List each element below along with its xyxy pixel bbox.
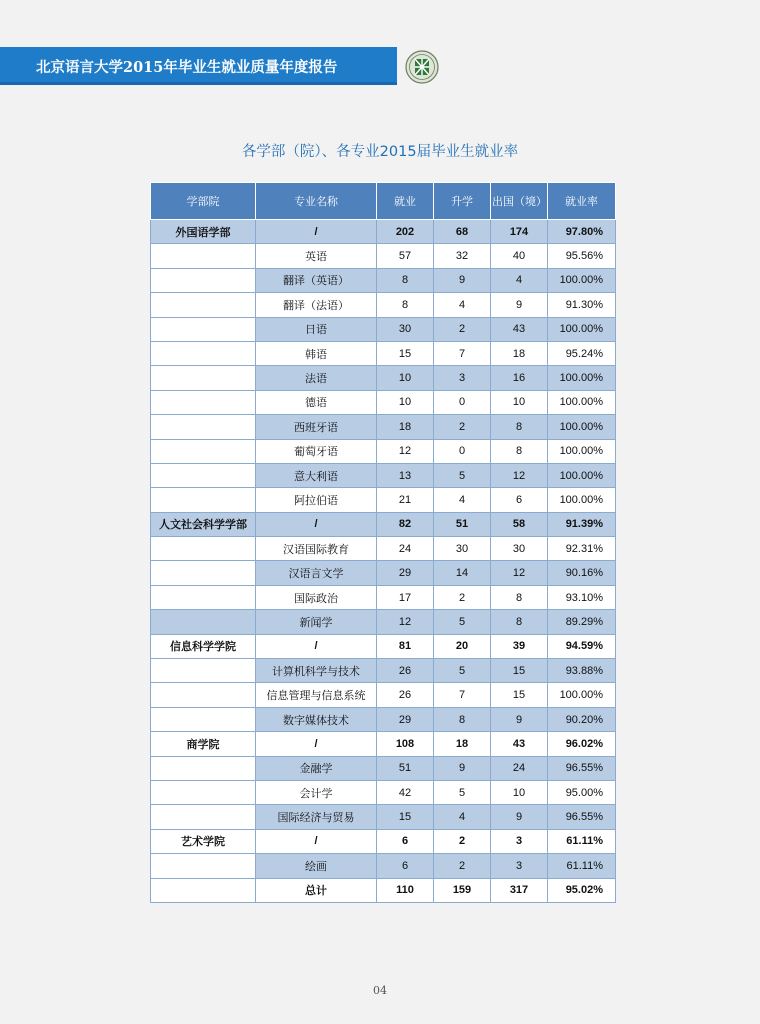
cell-major: / [256, 732, 377, 756]
cell-rate: 91.39% [548, 512, 616, 536]
table-row [151, 463, 616, 487]
cell-abroad: 8 [491, 439, 548, 463]
page-number: 04 [373, 984, 387, 997]
cell-employed: 26 [377, 659, 434, 683]
cell-rate: 90.16% [548, 561, 616, 585]
cell-abroad: 39 [491, 634, 548, 658]
cell-dept: 艺术学院 [151, 829, 256, 853]
table-row [151, 341, 616, 365]
cell-employed: 13 [377, 463, 434, 487]
cell-rate: 95.56% [548, 244, 616, 268]
table-row [151, 732, 616, 756]
table-row [151, 659, 616, 683]
cell-rate: 100.00% [548, 439, 616, 463]
cell-abroad: 174 [491, 220, 548, 244]
table-row [151, 390, 616, 414]
cell-major: 汉语言文学 [256, 561, 377, 585]
table-title: 各学部（院）、各专业2015届毕业生就业率 [241, 144, 519, 160]
table-row [151, 317, 616, 341]
cell-further-study: 2 [434, 829, 491, 853]
cell-employed: 202 [377, 220, 434, 244]
table-row [151, 683, 616, 707]
cell-employed: 42 [377, 780, 434, 804]
cell-major: 总计 [256, 878, 377, 902]
cell-dept [151, 585, 256, 609]
cell-major: 计算机科学与技术 [256, 659, 377, 683]
table-row [151, 780, 616, 804]
cell-abroad: 317 [491, 878, 548, 902]
cell-dept [151, 244, 256, 268]
cell-major: 意大利语 [256, 463, 377, 487]
cell-dept [151, 317, 256, 341]
cell-dept [151, 683, 256, 707]
table-row [151, 707, 616, 731]
cell-rate: 61.11% [548, 854, 616, 878]
cell-further-study: 2 [434, 585, 491, 609]
cell-abroad: 4 [491, 268, 548, 292]
cell-employed: 8 [377, 268, 434, 292]
cell-further-study: 3 [434, 366, 491, 390]
university-seal-icon [405, 50, 439, 84]
cell-major: 信息管理与信息系统 [256, 683, 377, 707]
cell-further-study: 30 [434, 537, 491, 561]
table-row [151, 293, 616, 317]
cell-dept [151, 488, 256, 512]
employment-rate-table [150, 182, 616, 903]
cell-abroad: 8 [491, 415, 548, 439]
cell-employed: 29 [377, 707, 434, 731]
table-row [151, 854, 616, 878]
cell-employed: 29 [377, 561, 434, 585]
cell-abroad: 18 [491, 341, 548, 365]
cell-employed: 6 [377, 854, 434, 878]
cell-major: 国际经济与贸易 [256, 805, 377, 829]
cell-rate: 94.59% [548, 634, 616, 658]
cell-further-study: 9 [434, 756, 491, 780]
cell-further-study: 14 [434, 561, 491, 585]
cell-further-study: 18 [434, 732, 491, 756]
cell-further-study: 4 [434, 488, 491, 512]
cell-rate: 96.55% [548, 805, 616, 829]
cell-abroad: 12 [491, 463, 548, 487]
cell-abroad: 24 [491, 756, 548, 780]
cell-major: 新闻学 [256, 610, 377, 634]
column-header-employed: 就业 [377, 183, 434, 220]
cell-dept [151, 537, 256, 561]
cell-rate: 100.00% [548, 366, 616, 390]
cell-major: 日语 [256, 317, 377, 341]
cell-abroad: 8 [491, 585, 548, 609]
cell-dept: 外国语学部 [151, 220, 256, 244]
cell-major: 数字媒体技术 [256, 707, 377, 731]
cell-rate: 100.00% [548, 317, 616, 341]
cell-dept [151, 293, 256, 317]
cell-abroad: 15 [491, 659, 548, 683]
cell-dept: 人文社会科学学部 [151, 512, 256, 536]
table-row [151, 878, 616, 902]
cell-further-study: 8 [434, 707, 491, 731]
table-row [151, 634, 616, 658]
cell-rate: 95.00% [548, 780, 616, 804]
column-header-rate: 就业率 [548, 183, 616, 220]
cell-abroad: 15 [491, 683, 548, 707]
cell-rate: 95.24% [548, 341, 616, 365]
cell-abroad: 40 [491, 244, 548, 268]
cell-further-study: 2 [434, 317, 491, 341]
cell-employed: 17 [377, 585, 434, 609]
table-row [151, 756, 616, 780]
cell-major: 法语 [256, 366, 377, 390]
cell-further-study: 159 [434, 878, 491, 902]
cell-employed: 8 [377, 293, 434, 317]
cell-rate: 100.00% [548, 390, 616, 414]
cell-abroad: 3 [491, 854, 548, 878]
cell-major: 英语 [256, 244, 377, 268]
cell-dept [151, 439, 256, 463]
cell-further-study: 4 [434, 293, 491, 317]
cell-major: / [256, 512, 377, 536]
cell-major: 翻译（英语） [256, 268, 377, 292]
cell-further-study: 7 [434, 341, 491, 365]
cell-further-study: 5 [434, 463, 491, 487]
cell-employed: 30 [377, 317, 434, 341]
cell-rate: 100.00% [548, 683, 616, 707]
cell-abroad: 12 [491, 561, 548, 585]
cell-dept [151, 805, 256, 829]
cell-abroad: 8 [491, 610, 548, 634]
cell-employed: 10 [377, 366, 434, 390]
cell-further-study: 68 [434, 220, 491, 244]
cell-major: 绘画 [256, 854, 377, 878]
cell-further-study: 2 [434, 415, 491, 439]
cell-employed: 57 [377, 244, 434, 268]
cell-dept: 信息科学学院 [151, 634, 256, 658]
table-row [151, 561, 616, 585]
cell-major: 会计学 [256, 780, 377, 804]
cell-rate: 100.00% [548, 488, 616, 512]
cell-further-study: 32 [434, 244, 491, 268]
cell-major: / [256, 634, 377, 658]
table-header-row [151, 183, 616, 220]
column-header-dept: 学部院 [151, 183, 256, 220]
cell-abroad: 6 [491, 488, 548, 512]
cell-employed: 82 [377, 512, 434, 536]
cell-employed: 26 [377, 683, 434, 707]
report-header-bar [0, 47, 397, 85]
cell-major: 阿拉伯语 [256, 488, 377, 512]
cell-major: 西班牙语 [256, 415, 377, 439]
cell-rate: 96.55% [548, 756, 616, 780]
cell-employed: 15 [377, 341, 434, 365]
cell-further-study: 4 [434, 805, 491, 829]
cell-further-study: 0 [434, 439, 491, 463]
cell-employed: 6 [377, 829, 434, 853]
table-row [151, 415, 616, 439]
cell-rate: 93.88% [548, 659, 616, 683]
cell-abroad: 10 [491, 780, 548, 804]
table-row [151, 366, 616, 390]
cell-rate: 89.29% [548, 610, 616, 634]
cell-employed: 15 [377, 805, 434, 829]
cell-further-study: 9 [434, 268, 491, 292]
cell-dept [151, 854, 256, 878]
cell-dept [151, 756, 256, 780]
cell-abroad: 58 [491, 512, 548, 536]
cell-employed: 12 [377, 610, 434, 634]
cell-dept [151, 707, 256, 731]
cell-major: 韩语 [256, 341, 377, 365]
cell-dept [151, 463, 256, 487]
column-header-major: 专业名称 [256, 183, 377, 220]
cell-abroad: 30 [491, 537, 548, 561]
cell-rate: 92.31% [548, 537, 616, 561]
cell-dept [151, 341, 256, 365]
table-row [151, 220, 616, 244]
cell-employed: 108 [377, 732, 434, 756]
cell-major: / [256, 220, 377, 244]
table-row [151, 829, 616, 853]
cell-rate: 61.11% [548, 829, 616, 853]
cell-employed: 81 [377, 634, 434, 658]
cell-major: 国际政治 [256, 585, 377, 609]
report-title: 北京语言大学2015年毕业生就业质量年度报告 [36, 59, 338, 76]
cell-further-study: 51 [434, 512, 491, 536]
cell-employed: 12 [377, 439, 434, 463]
table-row [151, 439, 616, 463]
cell-rate: 97.80% [548, 220, 616, 244]
cell-dept [151, 878, 256, 902]
column-header-abroad: 出国（境） [491, 183, 548, 220]
cell-dept [151, 415, 256, 439]
cell-abroad: 9 [491, 707, 548, 731]
cell-dept [151, 561, 256, 585]
cell-major: 金融学 [256, 756, 377, 780]
cell-dept [151, 659, 256, 683]
cell-abroad: 3 [491, 829, 548, 853]
cell-rate: 100.00% [548, 268, 616, 292]
cell-rate: 96.02% [548, 732, 616, 756]
table-row [151, 244, 616, 268]
cell-employed: 18 [377, 415, 434, 439]
cell-further-study: 20 [434, 634, 491, 658]
cell-further-study: 0 [434, 390, 491, 414]
cell-employed: 10 [377, 390, 434, 414]
cell-abroad: 16 [491, 366, 548, 390]
cell-major: 葡萄牙语 [256, 439, 377, 463]
table-row [151, 537, 616, 561]
cell-dept [151, 780, 256, 804]
cell-further-study: 2 [434, 854, 491, 878]
column-header-further-study: 升学 [434, 183, 491, 220]
cell-abroad: 9 [491, 293, 548, 317]
cell-major: 德语 [256, 390, 377, 414]
cell-employed: 51 [377, 756, 434, 780]
table-row [151, 488, 616, 512]
cell-abroad: 43 [491, 317, 548, 341]
cell-abroad: 10 [491, 390, 548, 414]
cell-employed: 24 [377, 537, 434, 561]
cell-major: / [256, 829, 377, 853]
cell-dept [151, 610, 256, 634]
table-row [151, 610, 616, 634]
cell-rate: 100.00% [548, 415, 616, 439]
cell-rate: 90.20% [548, 707, 616, 731]
table-row [151, 805, 616, 829]
cell-major: 汉语国际教育 [256, 537, 377, 561]
cell-abroad: 43 [491, 732, 548, 756]
cell-dept [151, 366, 256, 390]
cell-abroad: 9 [491, 805, 548, 829]
cell-rate: 93.10% [548, 585, 616, 609]
cell-further-study: 5 [434, 610, 491, 634]
table-row [151, 512, 616, 536]
table-row [151, 585, 616, 609]
cell-further-study: 7 [434, 683, 491, 707]
cell-major: 翻译（法语） [256, 293, 377, 317]
cell-employed: 110 [377, 878, 434, 902]
cell-dept: 商学院 [151, 732, 256, 756]
cell-rate: 100.00% [548, 463, 616, 487]
cell-dept [151, 268, 256, 292]
cell-employed: 21 [377, 488, 434, 512]
cell-rate: 91.30% [548, 293, 616, 317]
table-row [151, 268, 616, 292]
cell-further-study: 5 [434, 659, 491, 683]
cell-dept [151, 390, 256, 414]
cell-rate: 95.02% [548, 878, 616, 902]
cell-further-study: 5 [434, 780, 491, 804]
